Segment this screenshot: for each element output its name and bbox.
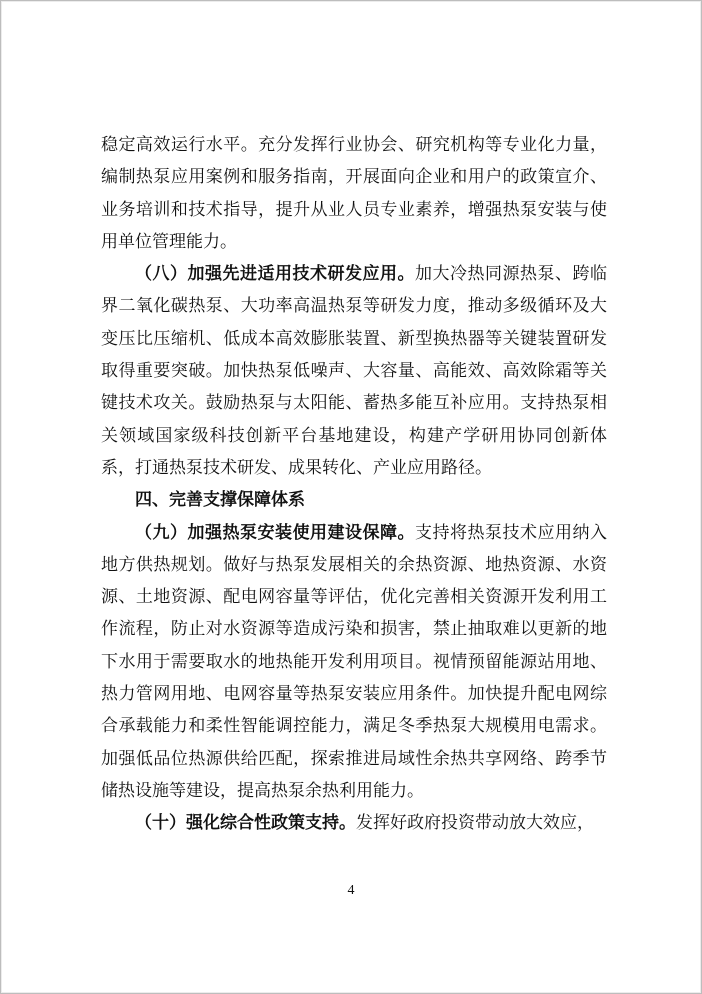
- paragraph-item-8: [101, 258, 607, 484]
- item-9-body: 支持将热泵技术应用纳入地方供热规划。做好与热泵发展相关的余热资源、地热资源、水资源、土地资源、配电网容量等评估，优化完善相关资源开发利用工作流程，防止对水资源等造成污染和损害，禁止抽取难以更新的地下水用于需要取水的地热能开发利用项目。视情预留能源站用地、热力管网用地、电网容量等热泵安装应用条件。加快提升配电网综合承载能力和柔性智能调控能力，满足冬季热泵大规模用电需求。加强低品位热源供给匹配，探索推进局域性余热共享网络、跨季节储热设施等建设，提高热泵余热利用能力。: [101, 522, 607, 801]
- page-number: 4: [347, 883, 355, 898]
- page-content: [101, 129, 607, 840]
- paragraph-item-10: [101, 807, 607, 839]
- item-8-body: 加大冷热同源热泵、跨临界二氧化碳热泵、大功率高温热泵等研发力度，推动多级循环及大变压比压缩机、低成本高效膨胀装置、新型换热器等关键装置研发取得重要突破。加快热泵低噪声、大容量、高能效、高效除霜等关键技术攻关。鼓励热泵与太阳能、蓄热多能互补应用。支持热泵相关领域国家级科技创新平台基地建设，构建产学研用协同创新体系，打通热泵技术研发、成果转化、产业应用路径。: [101, 264, 607, 478]
- item-10-body: 发挥好政府投资带动放大效应，: [356, 813, 594, 834]
- item-8-heading: （八）加强先进适用技术研发应用。: [135, 264, 415, 285]
- section-4-heading: 四、完善支撑保障体系: [135, 490, 305, 511]
- paragraph-continued: 稳定高效运行水平。充分发挥行业协会、研究机构等专业化力量，编制热泵应用案例和服务指南，开展面向企业和用户的政策宣介、业务培训和技术指导，提升从业人员专业素养，增强热泵安装与使用单位管理能力。: [101, 135, 607, 252]
- item-9-heading: （九）加强热泵安装使用建设保障。: [135, 522, 415, 543]
- paragraph-item-9: [101, 517, 607, 808]
- item-10-heading: （十）强化综合性政策支持。: [135, 813, 356, 834]
